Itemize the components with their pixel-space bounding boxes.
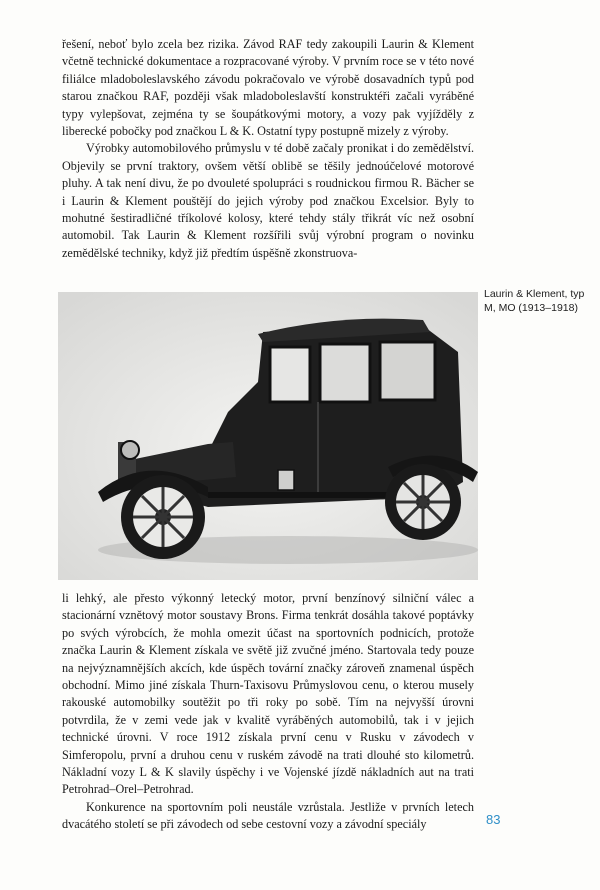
car-rear-wheel [385, 464, 461, 540]
car-headlamp [121, 441, 139, 459]
paragraph-1: řešení, neboť bylo zcela bez rizika. Závod RAF tedy zakoupili Laurin & Klement včetně technické dokumentace a rozpracované výroby. V prvním roce se v této nové filiálce mladoboleslavského závodu pokračovalo ve výrobě dosavadních typů pod starou značkou RAF, později však mladoboleslavští konstruktéři začali vyráběné typy vylepšovat, zejména ty se šoupátkovými motory, a vozy pak vyjížděly z liberecké pobočky pod značkou L & K. Ostatní typy postupně mizely z výroby. [62, 37, 474, 139]
paragraph-2: Výrobky automobilového průmyslu v té době začaly pronikat i do zemědělství. Objevily se první traktory, ovšem větší oblibě se těšily jednoúčelové motorové pluhy. A tak není divu, že po dvouleté spolupráci s roudnickou firmou R. Bächer se i Laurin & Klement pouštějí do jejich výroby pod značkou Excelsior. Byly to mohutné šestiradličné tříkolové kolosy, které tehdy stály třikrát víc než osobní automobil. Tak Laurin & Klement rozšířili svůj výrobní program o novinku zemědělské techniky, když již předtím úspěšně zkonstruova- [62, 141, 474, 260]
car-toolbox [278, 470, 294, 490]
car-photo [58, 292, 478, 580]
car-window-rear [380, 342, 435, 400]
car-window-front [270, 347, 310, 402]
photo-caption: Laurin & Klement, typ M, MO (1913–1918) [484, 288, 585, 314]
paragraph-3: li lehký, ale přesto výkonný letecký motor, první benzínový silniční válec a stacionární vznětový motor soustavy Brons. Firma tenkrát dosáhla takové poptávky po svých výrobcích, že mohla omezit účast na sportovních podnicích, protože značka Laurin & Klement získala ve světě již zvučné jméno. Startovala tedy pouze na nejvýznamnějších akcích, kde úspěch tovární značky zároveň znamenal úspěch obchodní. Mimo jiné získala Thurn-Taxisovu Průmyslovou cenu, o kterou musely rakouské automobilky soutěžit po tři roky po sobě. Tím na nejvyšší úrovni potvrdila, že v zemi vede jak v kvalitě vyráběných automobilů, tak i v jejich technické úrovni. V roce 1912 získala první cenu v Rusku v závodech v Simferopolu, první a druhou cenu v ruském závodě na trati dlouhé sto kilometrů. Nákladní vozy L & K slavily úspěchy i ve Vojenské jízdě nákladních aut na trati Petrohrad–Orel–Petrohrad. [62, 591, 474, 797]
car-running-board [208, 492, 393, 498]
car-front-wheel [121, 475, 205, 559]
car-illustration [58, 292, 478, 580]
paragraph-4: Konkurence na sportovním poli neustále vzrůstala. Jestliže v prvních letech dvacátého století se při závodech od sebe cestovní vozy a závodní speciály [62, 799, 474, 832]
text-block-top [62, 36, 474, 262]
text-block-bottom [62, 590, 474, 834]
car-window-middle [320, 344, 370, 402]
page-number: 83 [486, 812, 501, 827]
